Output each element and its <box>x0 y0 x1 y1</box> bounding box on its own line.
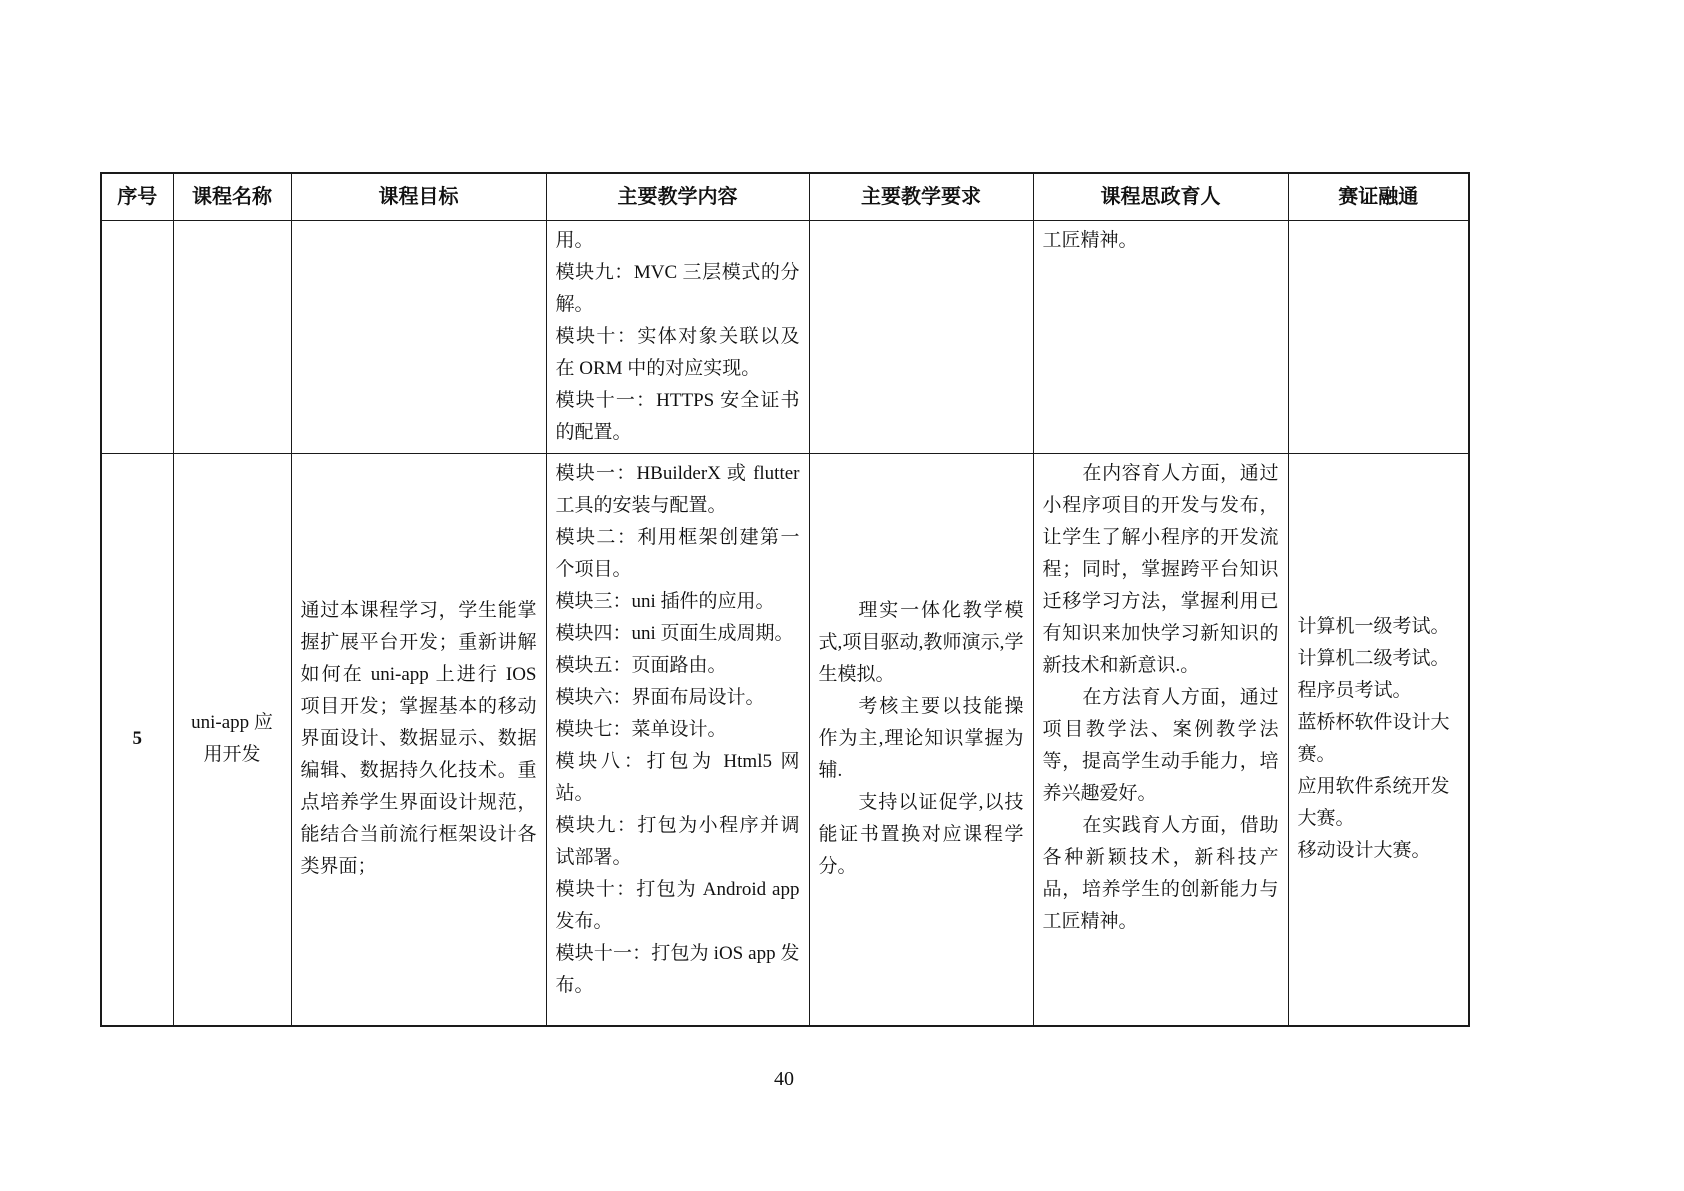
cell-ideology-education <box>1033 453 1288 1026</box>
header-competition-certificate: 赛证融通 <box>1288 173 1469 220</box>
header-teaching-requirements: 主要教学要求 <box>809 173 1033 220</box>
cell-teaching-content <box>546 220 809 453</box>
cell-teaching-requirements <box>809 220 1033 453</box>
table-row-continuation <box>101 220 1469 453</box>
cell-seq <box>101 220 173 453</box>
table-header-row <box>101 173 1469 220</box>
teaching-content-paragraphs: 用。 模块九：MVC 三层模式的分解。 模块十：实体对象关联以及在 ORM 中的对应实现。 模块十一：HTTPS 安全证书的配置。 <box>555 229 800 443</box>
table-row-course-5 <box>101 453 1469 1026</box>
header-course-name: 课程名称 <box>173 173 291 220</box>
cell-competition-certificate <box>1288 453 1469 1026</box>
ideology-paragraphs: 工匠精神。 <box>1042 229 1138 251</box>
header-teaching-content: 主要教学内容 <box>546 173 809 220</box>
cell-course-name: uni-app 应用开发 <box>173 453 291 1026</box>
cell-teaching-requirements <box>809 453 1033 1026</box>
header-seq: 序号 <box>101 173 173 220</box>
cell-competition-certificate <box>1288 220 1469 453</box>
header-course-objectives: 课程目标 <box>291 173 546 220</box>
cell-course-name <box>173 220 291 453</box>
cell-ideology-education <box>1033 220 1288 453</box>
cell-seq: 5 <box>101 453 173 1026</box>
header-ideology-education: 课程思政育人 <box>1033 173 1288 220</box>
cell-course-objectives <box>291 220 546 453</box>
requirement-paragraphs: 理实一体化教学模式,项目驱动,教师演示,学生模拟。 考核主要以技能操作为主,理论知识掌握为辅. 支持以证促学,以技能证书置换对应课程学分。 <box>818 600 1024 878</box>
certificate-lines: 计算机一级考试。 计算机二级考试。 程序员考试。 蓝桥杯软件设计大赛。 应用软件系统开发大赛。 移动设计大赛。 <box>1297 616 1450 862</box>
cell-teaching-content <box>546 453 809 1026</box>
teaching-content-paragraphs: 模块一：HBuilderX 或 flutter 工具的安装与配置。 模块二：利用框架创建第一个项目。 模块三：uni 插件的应用。 模块四：uni 页面生成周期。 模块五：页面路由。 模块六：界面布局设计。 模块七：菜单设计。 模块八：打包为 Html5 网站。 模块九：打包为小程序并调试部署。 模块十：打包为 Android app 发布。 模块十一：打包为 iOS app 发布。 <box>555 462 800 996</box>
cell-course-objectives: 通过本课程学习，学生能掌握扩展平台开发；重新讲解如何在 uni-app 上进行 IOS 项目开发；掌握基本的移动界面设计、数据显示、数据编辑、数据持久化技术。重点培养学生界面设计规范，能结合当前流行框架设计各类界面； <box>291 453 546 1026</box>
ideology-paragraphs: 在内容育人方面，通过小程序项目的开发与发布，让学生了解小程序的开发流程；同时，掌握跨平台知识迁移学习方法，掌握利用已有知识来加快学习新知识的新技术和新意识.。 在方法育人方面，通过项目教学法、案例教学法等，提高学生动手能力，培养兴趣爱好。 在实践育人方面，借助各种新颖技术，新科技产品，培养学生的创新能力与工匠精神。 <box>1042 462 1279 932</box>
course-syllabus-table <box>100 172 1470 1027</box>
page-number: 40 <box>774 1068 794 1090</box>
